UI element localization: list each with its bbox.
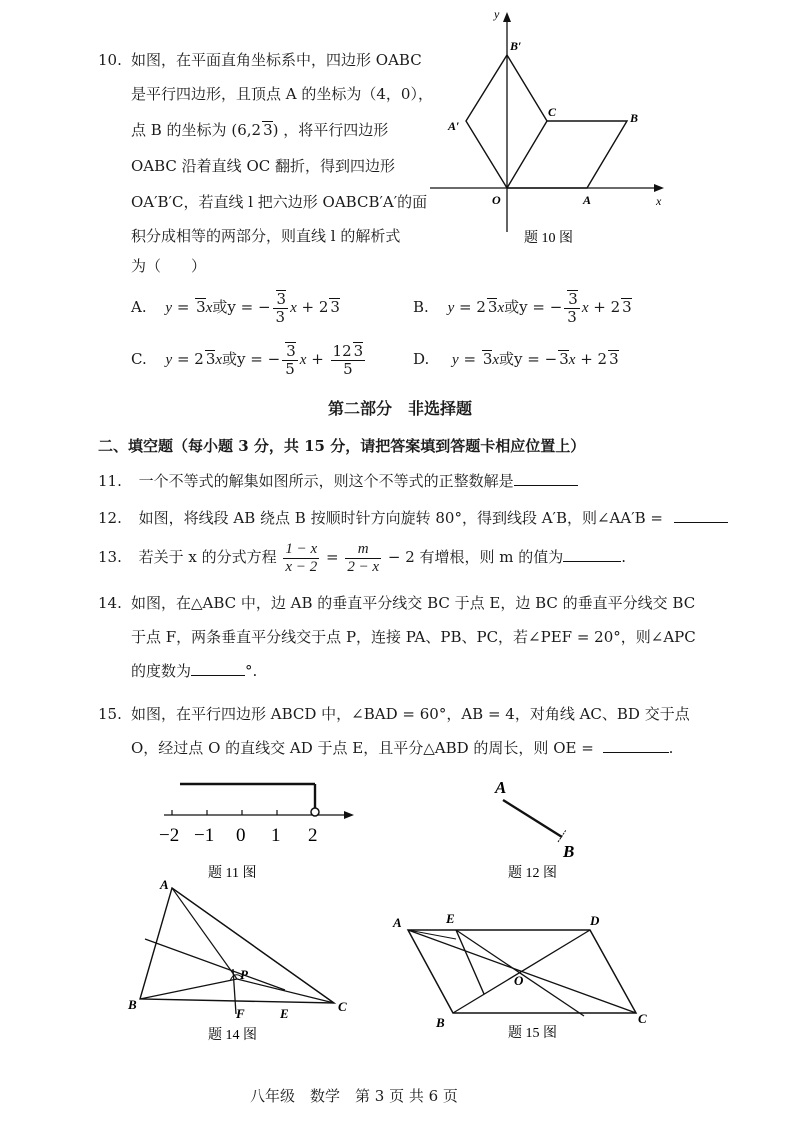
q12-answer-blank	[674, 508, 728, 523]
q13: 13. 若关于 x 的分式方程 $\frac{1 - x}{x - 2}$ = $\frac{m}{2 - x}$ − 2 有增根，则 m 的值为 .	[98, 540, 627, 575]
fig10-label-x: x	[656, 194, 662, 208]
q10-option-a: A. y = 3x或y = − $\frac{3}{3}$ x + 2 3	[131, 290, 340, 326]
q15-answer-blank	[603, 738, 669, 753]
fig12-segment-ab	[503, 800, 562, 837]
q10-option-b-key: B.	[413, 298, 429, 316]
section2-heading: 二、填空题（每小题 3 分，共 15 分，请把答案填到答题卡相应位置上）	[98, 437, 586, 455]
q12-text: 如图，将线段 AB 绕点 B 按顺时针方向旋转 80°，得到线段 A′B，则∠AA′B =	[138, 509, 663, 527]
fig14-label-p: P	[240, 967, 248, 982]
fig14-triangle-abc	[140, 888, 334, 1003]
q15-line-2	[131, 738, 673, 758]
fig11-tick-label-2: 2	[308, 825, 318, 846]
page-footer: 八年级 数学 第 3 页 共 6 页	[250, 1087, 458, 1105]
q10-option-d-key: D.	[413, 350, 430, 368]
q12	[98, 508, 728, 528]
fig15-label-c: C	[638, 1011, 647, 1026]
q11-answer-blank	[514, 471, 578, 486]
q13-answer-blank	[563, 547, 621, 562]
figure-10	[430, 0, 670, 250]
fig14-caption: 题 14 图	[208, 1028, 257, 1043]
q15-line-2-text: O，经过点 O 的直线交 AD 于点 E，且平分△ABD 的周长，则 OE =	[131, 739, 594, 757]
q10-line-3-prefix: 点 B 的坐标为	[131, 121, 227, 139]
fig11-tick-label-1: 1	[271, 825, 281, 846]
fig12-caption: 题 12 图	[508, 866, 557, 881]
fig15-label-e: E	[446, 911, 455, 926]
fig14-label-c: C	[338, 999, 347, 1014]
fig14-segment-pb	[140, 979, 237, 999]
q13-number: 13.	[98, 548, 122, 566]
q10-line-5: OA′B′C，若直线 l 把六边形 OABCB′A′的面	[131, 193, 428, 211]
q13-post: − 2 有增根，则 m 的值为	[387, 548, 564, 566]
fig10-label-y: y	[494, 7, 500, 21]
q13-frac1-den: x − 2	[285, 558, 318, 575]
fig10-parallelogram-oabc	[507, 121, 627, 188]
fig10-label-a: A	[583, 193, 592, 207]
q10-line-3-suffix: ，将平行四边形	[283, 121, 389, 139]
fig11-caption: 题 11 图	[208, 866, 257, 881]
q14-line-3	[131, 661, 257, 681]
fig12-label-a: A	[495, 778, 507, 797]
q10-number: 10.	[98, 51, 122, 69]
figure-11	[150, 775, 365, 885]
q10-line-4: OABC 沿着直线 OC 翻折，得到四边形	[131, 157, 395, 175]
fig11-arrow	[344, 811, 354, 819]
fig11-tick-label-0: 0	[236, 825, 246, 846]
fig14-perp-bisector-ab	[145, 939, 285, 990]
fig14-label-b: B	[128, 997, 137, 1012]
fig11-tick-label-neg2: −2	[159, 825, 180, 846]
q10-option-d: D. y = 3x或y = − 3x + 2 3	[413, 350, 619, 368]
fig10-label-b: B	[630, 111, 639, 125]
q10-option-c: C. y = 2 3x或y = − $\frac{3}{5}$ x + $\frac{12 3}{5}$	[131, 342, 364, 378]
q14-line-3-text: 的度数为	[131, 662, 192, 680]
fig15-label-o: O	[514, 973, 524, 988]
fig14-label-a: A	[160, 877, 169, 892]
fig11-open-circle	[311, 808, 319, 816]
q10-b-coordinate-render: (6,2 3)	[231, 121, 279, 139]
q10-line-3	[131, 120, 388, 140]
q14-number: 14.	[98, 594, 122, 612]
q10-line-2: 是平行四边形，且顶点 A 的坐标为（4，0），	[131, 85, 433, 103]
q14-end: °.	[245, 662, 258, 680]
q10-line-7: 为（ ）	[131, 257, 207, 275]
q10-option-b: B. y = 2 3x或y = − $\frac{3}{3}$ x + 2 3	[413, 290, 632, 326]
q15-number: 15.	[98, 705, 122, 723]
fig10-label-o: O	[492, 193, 501, 207]
q13-frac2-num: m	[345, 541, 381, 559]
fig15-caption: 题 15 图	[508, 1026, 557, 1041]
q10-option-a-key: A.	[131, 298, 147, 316]
fig11-tick-label-neg1: −1	[194, 825, 215, 846]
q11-text: 一个不等式的解集如图所示，则这个不等式的正整数解是	[138, 472, 514, 490]
fig10-label-b1: B′	[510, 39, 522, 53]
q11-number: 11.	[98, 472, 122, 490]
fig14-segment-pc	[237, 979, 334, 1003]
part2-title: 第二部分 非选择题	[328, 399, 473, 418]
fig15-label-d: D	[590, 913, 600, 928]
fig14-label-f: F	[236, 1006, 245, 1021]
figure-14	[120, 877, 360, 1047]
q15-end: .	[668, 739, 674, 757]
q15-line-1: 如图，在平行四边形 ABCD 中，∠BAD = 60°，AB = 4，对角线 AC、BD 交于点	[131, 705, 690, 723]
figure-15	[388, 905, 663, 1045]
q10-option-c-key: C.	[131, 350, 147, 368]
q13-frac2-den: 2 − x	[347, 558, 380, 575]
fig14-segment-pa	[172, 888, 237, 979]
fig10-label-c: C	[548, 105, 557, 119]
q14-line-2: 于点 F，两条垂直平分线交于点 P，连接 PA、PB、PC，若∠PEF = 20°，则∠APC	[131, 628, 696, 646]
fig10-caption: 题 10 图	[524, 231, 573, 246]
q11	[98, 471, 578, 491]
q14-answer-blank	[191, 661, 245, 676]
fig10-x-arrow	[654, 184, 664, 192]
q14-line-1: 如图，在△ABC 中，边 AB 的垂直平分线交 BC 于点 E，边 BC 的垂直平分线交 BC	[131, 594, 696, 612]
q13-pre: 若关于 x 的分式方程	[138, 548, 277, 566]
fig12-label-b: B	[563, 842, 575, 861]
q10-line-1: 如图，在平面直角坐标系中，四边形 OABC	[131, 51, 422, 69]
fig15-label-b: B	[436, 1015, 445, 1030]
q10-line-6: 积分成相等的两部分，则直线 l 的解析式	[131, 227, 401, 245]
figure-12	[490, 775, 610, 885]
fig15-label-a: A	[393, 915, 402, 930]
q13-frac1-num: 1 − x	[285, 540, 318, 557]
q12-number: 12.	[98, 509, 122, 527]
fig10-y-arrow	[503, 12, 511, 22]
q13-end: .	[621, 548, 627, 566]
fig10-label-a1: A′	[448, 119, 460, 133]
fig14-label-e: E	[280, 1006, 289, 1021]
